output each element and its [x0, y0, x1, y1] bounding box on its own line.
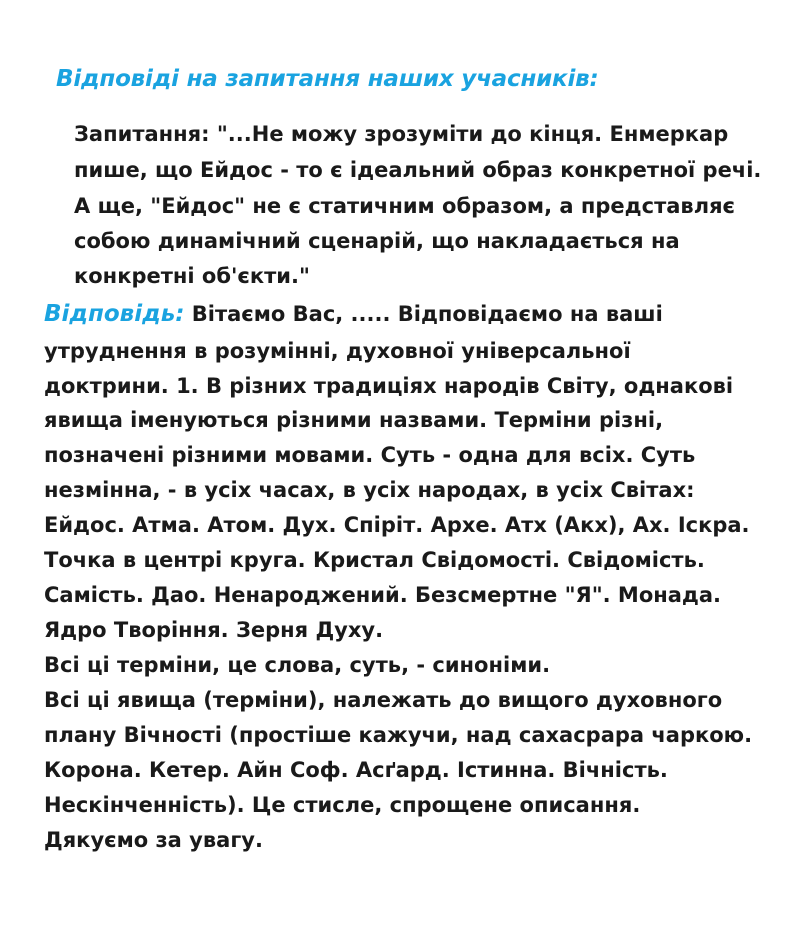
- page-heading: Відповіді на запитання наших учасників:: [56, 66, 599, 92]
- answer-line: незмінна, - в усіх часах, в усіх народах, в усіх Світах:: [44, 478, 695, 502]
- question-line: конкретні об'єкти.": [74, 264, 310, 288]
- question-line: А ще, "Ейдос" не є статичним образом, а представляє: [74, 194, 736, 218]
- answer-line: доктрини. 1. В різних традиціях народів Світу, однакові: [44, 374, 734, 398]
- answer-line: Корона. Кетер. Айн Соф. Асґард. Істинна. Вічність.: [44, 758, 668, 782]
- answer-line: Всі ці терміни, це слова, суть, - синоніми.: [44, 653, 551, 677]
- answer-label: Відповідь:: [44, 301, 185, 327]
- question-line: собою динамічний сценарій, що накладається на: [74, 229, 680, 253]
- answer-line: Ядро Творіння. Зерня Духу.: [44, 618, 384, 642]
- answer-greeting: Вітаємо Вас, ..... Відповідаємо на ваші: [184, 302, 663, 326]
- answer-first-line: [44, 300, 663, 328]
- answer-line: позначені різними мовами. Суть - одна для всіх. Суть: [44, 443, 696, 467]
- answer-line: плану Вічності (простіше кажучи, над сахасрара чаркою.: [44, 723, 753, 747]
- answer-line: Точка в центрі круга. Кристал Свідомості. Свідомість.: [44, 548, 705, 572]
- answer-line: Нескінченність). Це стисле, спрощене описання.: [44, 793, 641, 817]
- answer-line: Самість. Дао. Ненароджений. Безсмертне "Я". Монада.: [44, 583, 722, 607]
- answer-line: явища іменуються різними назвами. Терміни різні,: [44, 408, 664, 432]
- answer-line: Ейдос. Атма. Атом. Дух. Спіріт. Архе. Атх (Акх), Ах. Іскра.: [44, 513, 750, 537]
- answer-line: Дякуємо за увагу.: [44, 828, 263, 852]
- question-line: Запитання: "...Не можу зрозуміти до кінця. Енмеркар: [74, 122, 729, 146]
- question-line: пише, що Ейдос - то є ідеальний образ конкретної речі.: [74, 158, 762, 182]
- answer-line: Всі ці явища (терміни), належать до вищого духовного: [44, 688, 723, 712]
- answer-line: утруднення в розумінні, духовної універсальної: [44, 339, 631, 363]
